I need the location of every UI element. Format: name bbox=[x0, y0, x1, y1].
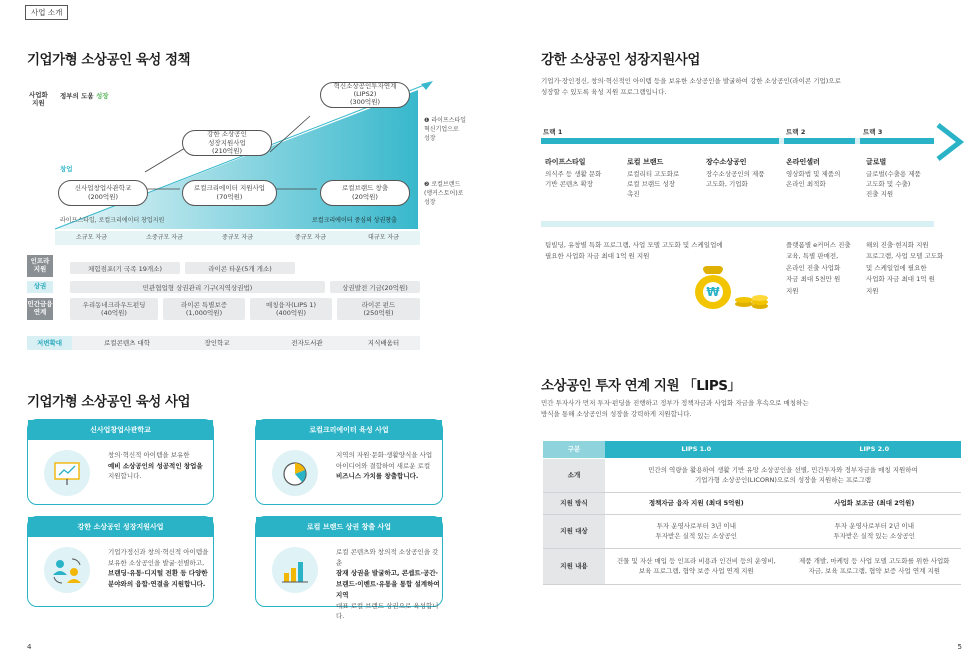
section-tab: 사업 소개 bbox=[25, 5, 68, 20]
pill-finance-1: 우리동네크라우드펀딩 (40억원) bbox=[70, 298, 158, 320]
pill-infra-2: 라이콘 타운(5개 개소) bbox=[185, 262, 295, 274]
stage-4: 중규모 자금 bbox=[295, 234, 326, 241]
track-item-longevity: 장수소상공인 장수소상공인의 제품 고도화, 기업화 bbox=[706, 158, 765, 188]
strong-smb-title: 강한 소상공인 성장지원사업 bbox=[541, 52, 700, 68]
row-tag-district: 상권 bbox=[27, 281, 53, 293]
stage-1: 소규모 자금 bbox=[76, 234, 107, 241]
pill-infra-1: 체험점포(기 국족 19개소) bbox=[70, 262, 180, 274]
card-local-brand bbox=[255, 516, 443, 621]
table-row: 지원 방식 정책자금 융자 지원 (최대 5억원) 사업화 보조금 (최대 2억원) bbox=[543, 492, 961, 514]
track-item-local-brand: 로컬 브랜드 로컬리티 고도화로 로컬 브랜드 성장 촉진 bbox=[627, 158, 680, 198]
lips-table bbox=[543, 441, 961, 585]
table-row: 소개 민간의 역량을 활용하여 생활 기반 유망 소상공인을 선별, 민간투자와 정부자금을 매칭 지원하여 기업가형 소상공인(LICORN)으로의 성장을 지원하는 프로그램 bbox=[543, 458, 961, 492]
card-body: 창의·혁신적 아이템을 보유한 예비 소상공인의 성공적인 창업을 지원합니다. bbox=[108, 451, 203, 481]
pie-chart-icon bbox=[272, 450, 318, 496]
table-header: LIPS 1.0 bbox=[605, 441, 788, 458]
page-number-left: 4 bbox=[27, 643, 32, 651]
card-header: 로컬크리에이터 육성 사업 bbox=[256, 420, 442, 440]
expand-1: 로컬콘텐츠 대학 bbox=[103, 339, 151, 347]
row-tag-infra: 인프라 지원 bbox=[27, 255, 53, 277]
caption-left: 라이프스타일, 로컬크리에이터 창업지원 bbox=[60, 217, 165, 224]
table-header: 구분 bbox=[543, 441, 605, 458]
pill-finance-2: 라이콘 특별보증 (1,000억원) bbox=[163, 298, 245, 320]
track-item-online: 온라인셀러 영상화법 및 제품의 온라인 최적화 bbox=[786, 158, 841, 188]
people-exchange-icon bbox=[44, 547, 90, 593]
card-header: 신사업창업사관학교 bbox=[28, 420, 213, 440]
expand-2: 장인학교 bbox=[204, 339, 230, 347]
expand-3: 전자도서관 bbox=[291, 339, 323, 347]
pill-finance-4: 라이콘 펀드 (250억원) bbox=[337, 298, 420, 320]
expand-4: 지식배움터 bbox=[367, 339, 400, 347]
stage-2: 소중규모 자금 bbox=[146, 234, 183, 241]
track-item-lifestyle: 라이프스타일 의식주 등 생활 문화 기반 콘텐츠 확장 bbox=[545, 158, 602, 188]
page-number-right: 5 bbox=[957, 643, 962, 651]
money-bag-icon bbox=[692, 262, 772, 312]
caption-right: 로컬크리에이터 중심의 상권창출 bbox=[312, 217, 397, 224]
track-1-label: 트랙 1 bbox=[543, 128, 563, 136]
pill-finance-3: 매칭융자(LIPS 1) (400억원) bbox=[250, 298, 332, 320]
box-strong-smb: 강한 소상공인 성장지원사업 (210억원) bbox=[182, 130, 272, 156]
box-lips2: 혁신소상공인투자연계 (LIPS2) (300억원) bbox=[320, 82, 410, 108]
track-3-label: 트랙 3 bbox=[863, 128, 883, 136]
track-2-label: 트랙 2 bbox=[786, 128, 806, 136]
card-strong-smb bbox=[27, 516, 214, 607]
card-header: 강한 소상공인 성장지원사업 bbox=[28, 517, 213, 537]
track-item-global: 글로벌 글로벌(수출용 제품 고도화 및 수출) 진출 지원 bbox=[866, 158, 921, 198]
expand-bar bbox=[27, 336, 420, 350]
policy-title: 기업가형 소상공인 육성 정책 bbox=[27, 52, 191, 68]
track-2-support: 플랫폼별 e커머스 진출 교육, 특별 판매전, 온라인 진출 사업화 자금 최대 5천만 원 지원 bbox=[786, 241, 851, 295]
pill-district-2: 상권발전 기금(20억원) bbox=[330, 281, 420, 293]
stage-bar bbox=[55, 231, 420, 245]
business-title: 기업가형 소상공인 육성 사업 bbox=[27, 394, 191, 410]
row-tag-finance: 민간금융 연계 bbox=[27, 298, 53, 320]
strong-smb-desc: 기업가·장인정신, 창의·혁신적인 아이템 등을 보유한 소상공인을 발굴하여 강한 소상공인(라이콘 기업)으로 성장할 수 있도록 육성 지원 프로그램입니다. bbox=[541, 77, 841, 97]
gov-help: 정부의 도움 성장 bbox=[60, 92, 109, 100]
track-1-support: 팀빌딩, 유창별 특화 프로그램, 사업 모델 고도화 및 스케일업에 필요한 사업화 자금 최대 1억 원 지원 bbox=[545, 241, 723, 261]
table-row: 지원 대상 투자 운영사로부터 3년 이내 투자받은 실적 있는 소상공인 투자 운영사로부터 2년 이내 투자받은 실적 있는 소상공인 bbox=[543, 514, 961, 548]
note-1: ❶ 라이프스타일 혁신기업으로 성장 bbox=[424, 117, 467, 142]
stage-5: 대규모 자금 bbox=[368, 234, 399, 241]
expand-tag: 저변확대 bbox=[27, 336, 72, 350]
card-body: 로컬 콘텐츠와 창의적 소상공인을 갖춘 잠재 상권을 발굴하고, 콘셉트·공간· 브랜드·이벤트·유통을 통합 설계하여 지역 대표 로컬 브랜드 상권으로 육성합니다. bbox=[336, 548, 440, 621]
card-body: 기업가정신과 창의·혁신적 아이템을 보유한 소상공인을 발굴·선별하고, 브랜딩·유통·디지털 전환 등 다양한 분야와의 융합·연결을 지원합니다. bbox=[108, 548, 209, 589]
presentation-board-icon bbox=[44, 450, 90, 496]
lips-desc: 민간 투자사가 먼저 투자·펀딩을 진행하고 정부가 정책자금과 사업화 자금을 후속으로 매칭하는 방식을 통해 소상공인의 성장을 강력하게 지원합니다. bbox=[541, 399, 809, 419]
box-local-creator: 로컬크리에이터 지원사업 (70억원) bbox=[182, 180, 277, 206]
card-header: 로컬 브랜드 상권 창출 사업 bbox=[256, 517, 442, 537]
start-label: 창업 bbox=[60, 165, 73, 173]
pill-district-1: 민관협업형 상권관리 기구(지역상권법) bbox=[70, 281, 325, 293]
box-startup-academy: 신사업창업사관학교 (200억원) bbox=[58, 180, 148, 206]
card-startup-academy bbox=[27, 419, 214, 505]
stage-3: 중규모 자금 bbox=[222, 234, 253, 241]
track-3-support: 해외 진출·현지화 지원 프로그램, 사업 모델 고도화 및 스케일업에 필요한 사업화 자금 최대 1억 원 지원 bbox=[866, 241, 944, 295]
card-local-creator bbox=[255, 419, 443, 505]
lips-title: 소상공인 투자 연계 지원 「LIPS」 bbox=[541, 378, 741, 394]
axis-label: 사업화 지원 bbox=[29, 91, 48, 108]
svg-text:₩: ₩ bbox=[706, 285, 720, 299]
box-local-brand: 로컬브랜드 창출 (20억원) bbox=[320, 180, 410, 206]
table-row: 지원 내용 건물 및 자산 매입 등 인프라 비용과 인건비 등의 운영비, 보육 프로그램, 협약 보증 사업 연계 지원 제품 개발, 마케팅 등 사업 모델 고도화를 위한 사업화 자금, 보육 프로그램, 협약 보증 사업 연계 지원 bbox=[543, 548, 961, 584]
card-body: 지역의 자원·문화·생활양식을 사업 아이디어와 결합하여 새로운 로컬 비즈니스 가치를 창출합니다. bbox=[336, 451, 433, 481]
table-header: LIPS 2.0 bbox=[788, 441, 961, 458]
bar-chart-icon bbox=[272, 547, 318, 593]
note-2: ❷ 로컬브랜드 (앵커스토어)로 성장 bbox=[424, 181, 464, 206]
